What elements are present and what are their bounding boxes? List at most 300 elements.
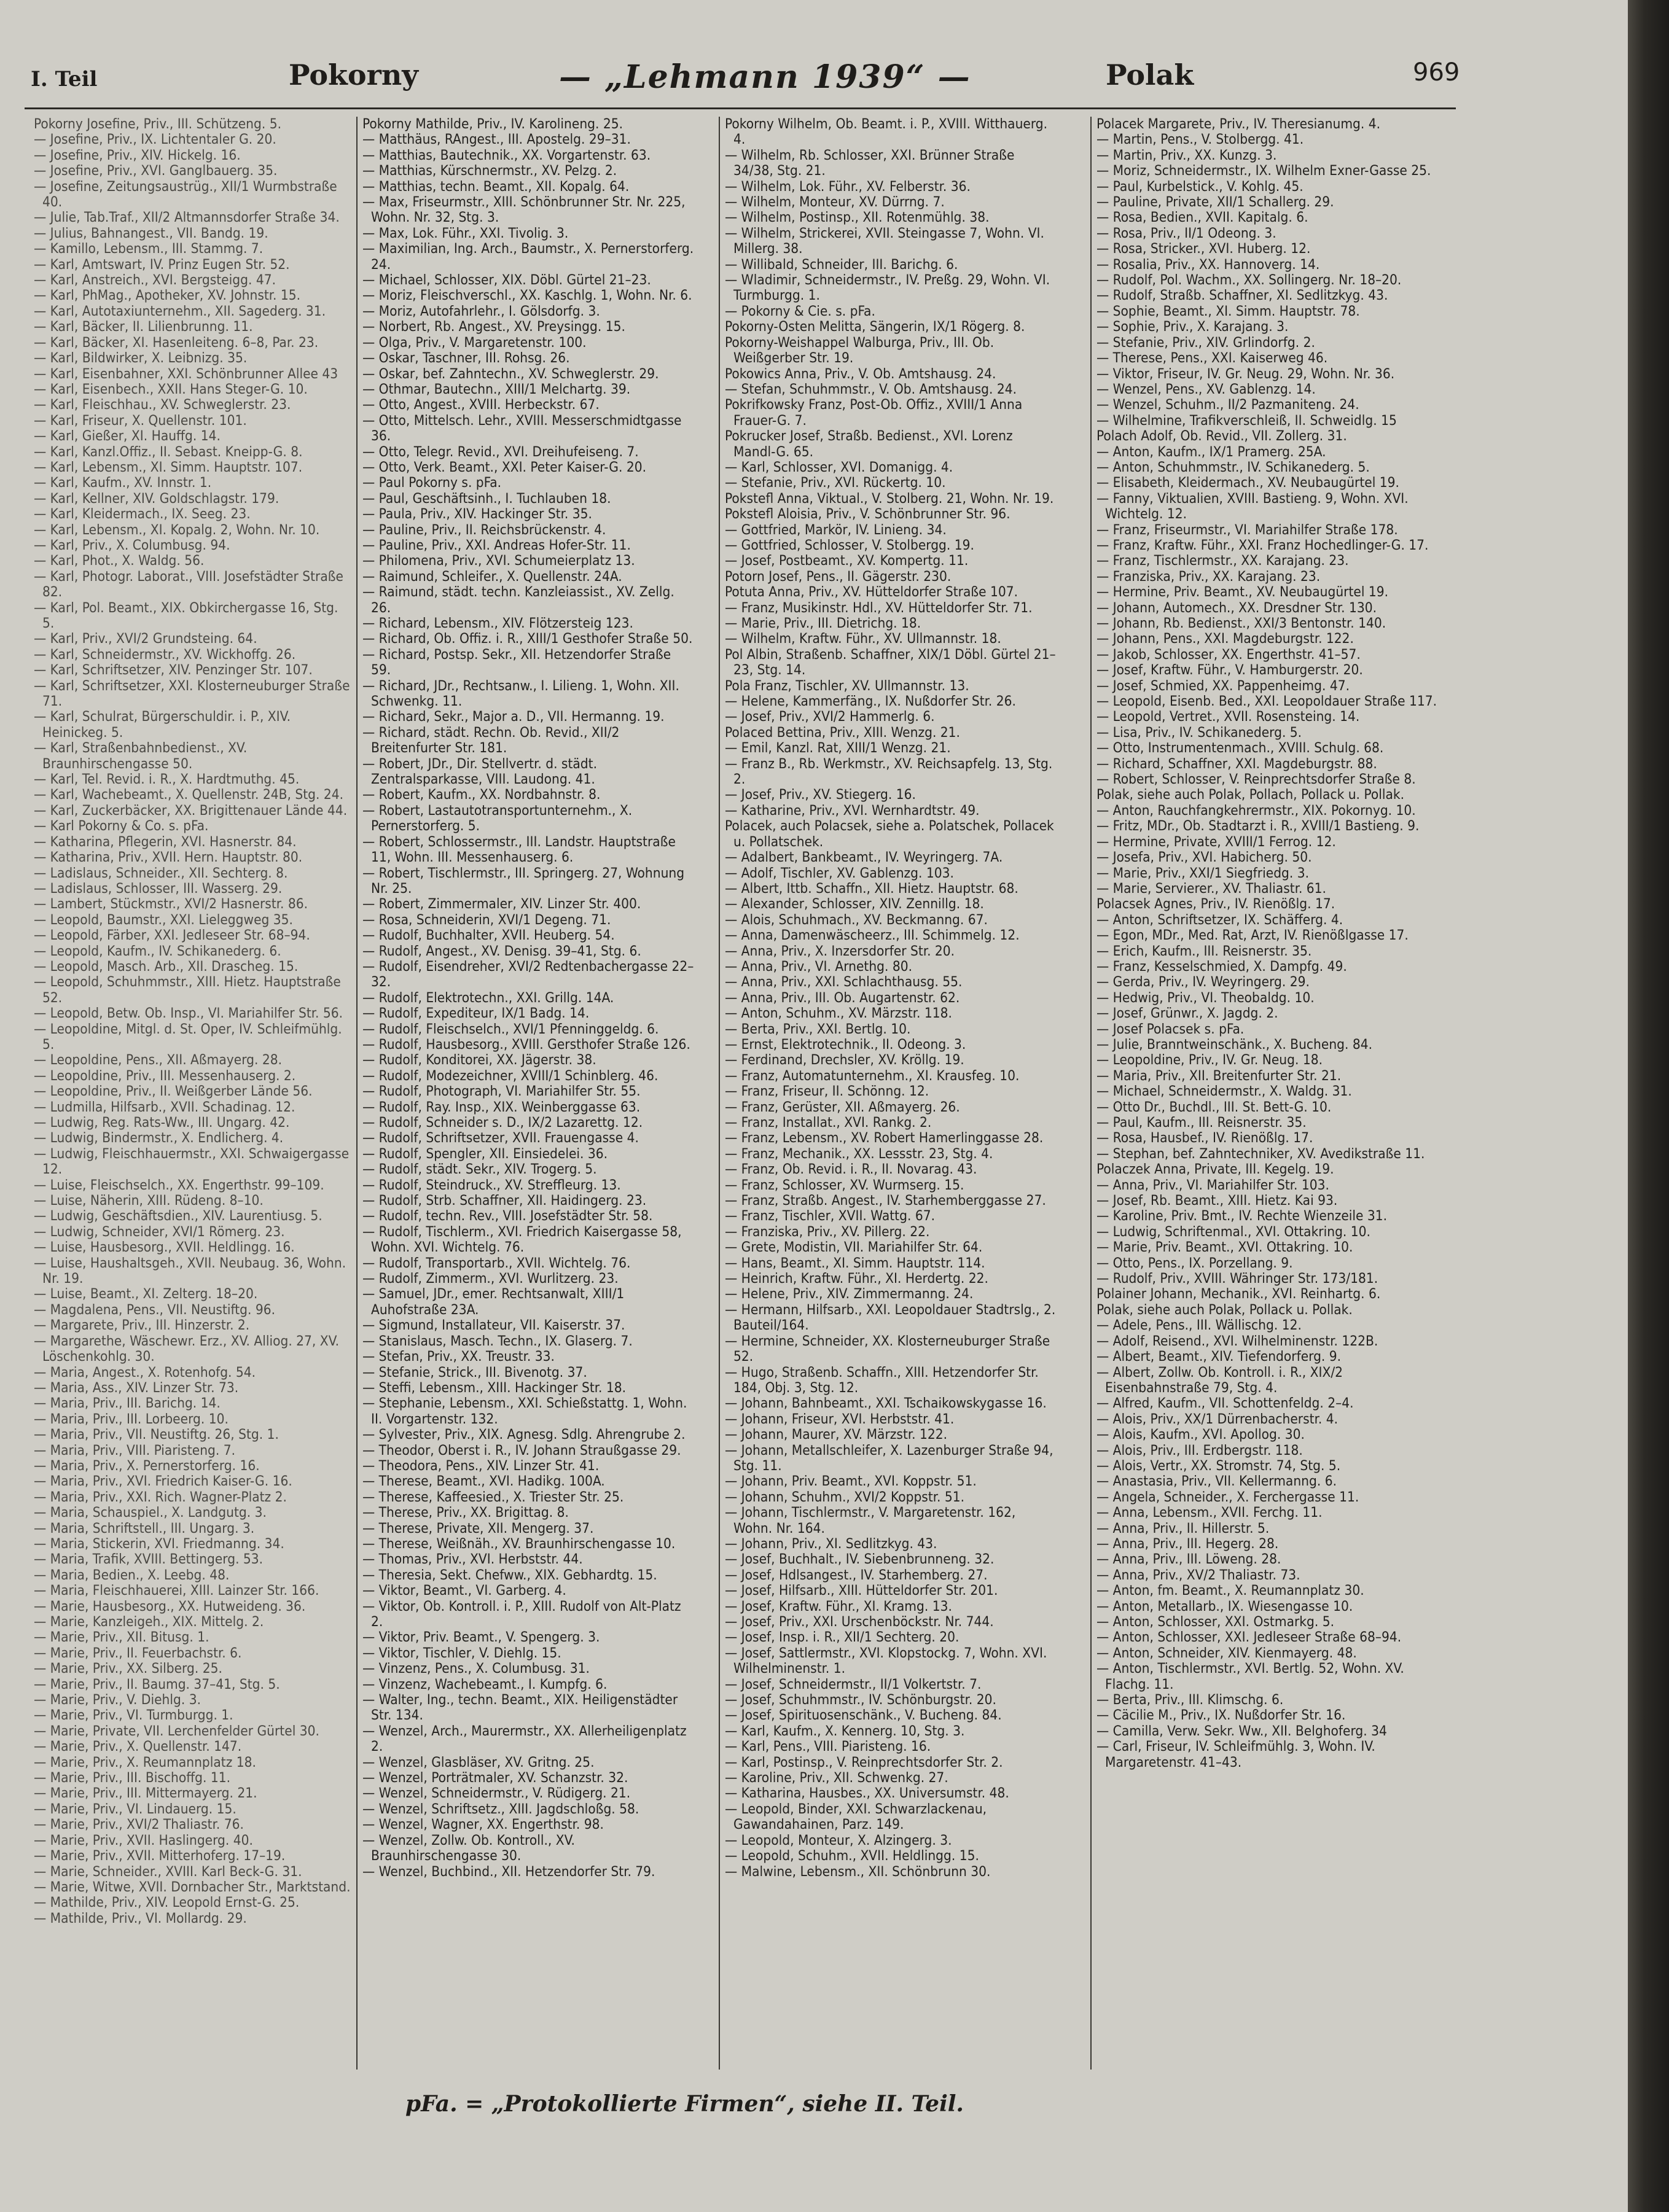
directory-entry: — Moriz, Schneidermstr., IX. Wilhelm Exner-Gasse 25. [1096,163,1431,179]
directory-entry: — Olga, Priv., V. Margaretenstr. 100. [362,334,587,351]
directory-entry: — Karl, Pol. Beamt., XIX. Obkirchergasse 16, Stg. 5. [34,599,338,631]
directory-entry: — Karl, Eisenbech., XXII. Hans Steger-G. 10. [34,381,308,397]
directory-entry: — Johann, Schuhm., XVI/2 Koppstr. 51. [725,1489,965,1505]
directory-entry: — Kamillo, Lebensm., III. Stammg. 7. [34,241,264,257]
directory-entry: — Stanislaus, Masch. Techn., IX. Glaserg. 7. [362,1333,633,1349]
directory-entry: — Othmar, Bautechn., XIII/1 Melchartg. 39. [362,381,631,397]
directory-entry: — Karl, Schriftsetzer, XXI. Klosterneuburger Straße 71. [34,677,350,710]
directory-entry: — Wilhelm, Lok. Führ., XV. Felberstr. 36. [725,178,971,195]
directory-entry: — Stefanie, Priv., XIV. Grlindorfg. 2. [1096,334,1315,351]
directory-entry: Pokrucker Josef, Straßb. Bedienst., XVI. Lorenz Mandl-G. 65. [725,428,1013,460]
directory-entry: — Maria, Schriftstell., III. Ungarg. 3. [34,1520,255,1536]
directory-entry: — Gerda, Priv., IV. Weyringerg. 29. [1096,974,1310,991]
directory-entry: — Johann, Priv. Beamt., XVI. Koppstr. 51. [725,1473,977,1490]
directory-entry: — Wilhelm, Kraftw. Führ., XV. Ullmannstr. 18. [725,631,1001,647]
directory-entry: — Katharina, Pflegerin, XVI. Hasnerstr. 84. [34,833,297,850]
directory-entry: — Karl, Bäcker, XI. Hasenleiteng. 6–8, Par. 23. [34,334,319,351]
directory-entry: — Oskar, Taschner, III. Rohsg. 26. [362,350,570,367]
directory-entry: — Franz, Installat., XVI. Rankg. 2. [725,1115,932,1131]
directory-entry: — Leopold, Vertret., XVII. Rosensteing. 14. [1096,709,1360,725]
directory-entry: — Josefine, Priv., IX. Lichtentaler G. 20. [34,131,276,148]
directory-entry: — Anna, Priv., III. Hegerg. 28. [1096,1535,1279,1552]
directory-entry: — Robert, Tischlermstr., III. Springerg. 27, Wohnung Nr. 25. [362,865,685,897]
directory-entry: — Rudolf, Fleischselch., XVI/1 Pfenninggeldg. 6. [362,1021,659,1037]
directory-entry: — Luise, Hausbesorg., XVII. Heldlingg. 16. [34,1239,295,1256]
directory-entry: — Leopoldine, Priv., III. Messenhauserg. 2. [34,1067,296,1084]
directory-entry: — Theodora, Pens., XIV. Linzer Str. 41. [362,1457,600,1474]
directory-entry: — Leopoldine, Priv., IV. Gr. Neug. 18. [1096,1052,1323,1069]
directory-entry: — Viktor, Priv. Beamt., V. Spengerg. 3. [362,1629,600,1646]
directory-entry: — Anna, Priv., II. Hillerstr. 5. [1096,1520,1270,1536]
directory-entry: — Otto, Verk. Beamt., XXI. Peter Kaiser-G. 20. [362,459,647,475]
directory-entry: — Richard, Lebensm., XIV. Flötzersteig 123. [362,615,633,631]
directory-entry: — Karl, Bäcker, II. Lilienbrunng. 11. [34,319,253,335]
directory-entry: Pokorny Wilhelm, Ob. Beamt. i. P., XVIII. Witthauerg. 4. [725,117,1048,148]
directory-entry: — Stephan, bef. Zahntechniker, XV. Avedikstraße 11. [1096,1145,1425,1162]
directory-entry: — Leopold, Binder, XXI. Schwarzlackenau, Gawandahainen, Parz. 149. [725,1801,987,1833]
directory-entry: — Leopoldine, Pens., XII. Aßmayerg. 28. [34,1052,283,1069]
directory-entry: — Hermine, Priv. Beamt., XV. Neubaugürtel 19. [1096,584,1389,601]
directory-entry: — Rudolf, Schneider s. D., IX/2 Lazarettg. 12. [362,1115,643,1131]
directory-entry: — Leopold, Baumstr., XXI. Lieleggweg 35. [34,911,293,928]
directory-entry: — Michael, Schneidermstr., X. Waldg. 31. [1096,1083,1352,1100]
directory-entry: — Marie, Priv. Beamt., XVI. Ottakring. 10. [1096,1239,1353,1256]
directory-entry: — Sophie, Beamt., XI. Simm. Hauptstr. 78. [1096,303,1360,319]
directory-entry: — Karl, Phot., X. Waldg. 56. [34,553,205,569]
directory-entry: — Marie, Priv., XVII. Haslingerg. 40. [34,1832,253,1848]
directory-entry: — Katharina, Hausbes., XX. Universumstr. 48. [725,1785,1009,1802]
directory-entry: — Thomas, Priv., XVI. Herbststr. 44. [362,1551,583,1568]
directory-entry: — Oskar, bef. Zahntechn., XV. Schweglerstr. 29. [362,365,659,382]
directory-entry: — Karl, Kleidermach., IX. Seeg. 23. [34,506,251,523]
directory-entry: — Johann, Automech., XX. Dresdner Str. 130. [1096,599,1377,616]
directory-entry: — Alois, Vertr., XX. Stromstr. 74, Stg. 5. [1096,1457,1341,1474]
directory-entry: — Maria, Angest., X. Rotenhofg. 54. [34,1364,256,1381]
directory-entry: — Karl, Eisenbahner, XXI. Schönbrunner Allee 43 [34,365,338,382]
directory-entry: — Leopold, Färber, XXI. Jedleseer Str. 68–94. [34,927,310,944]
directory-entry: — Josef, Spirituosenschänk., V. Bucheng. 84. [725,1707,1002,1724]
directory-entry: — Norbert, Rb. Angest., XV. Preysingg. 15. [362,319,625,335]
directory-entry: — Karl, Kellner, XIV. Goldschlagstr. 179. [34,490,279,507]
directory-entry: — Wenzel, Glasbläser, XV. Gritng. 25. [362,1754,595,1770]
directory-entry: — Karl, Priv., X. Columbusg. 94. [34,537,230,553]
directory-entry: — Philomena, Priv., XVI. Schumeierplatz 13. [362,553,635,569]
directory-entry: — Viktor, Tischler, V. Diehlg. 15. [362,1645,561,1661]
directory-entry: — Ludwig, Geschäftsdien., XIV. Laurentiusg. 5. [34,1208,322,1225]
directory-entry: — Robert, Schlossermstr., III. Landstr. Hauptstraße 11, Wohn. III. Messenhauserg. 6. [362,833,676,866]
directory-entry: — Johann, Friseur, XVI. Herbststr. 41. [725,1411,955,1427]
directory-entry: — Rosa, Stricker., XVI. Huberg. 12. [1096,241,1311,257]
directory-entry: — Hermine, Schneider, XX. Klosterneuburger Straße 52. [725,1333,1050,1365]
directory-entry: — Emil, Kanzl. Rat, XIII/1 Wenzg. 21. [725,740,951,757]
directory-entry: — Franz, Tischlermstr., XX. Karajang. 23. [1096,553,1349,569]
directory-entry: — Anton, Tischlermstr., XVI. Bertlg. 52, Wohn. XV. Flachg. 11. [1096,1661,1404,1692]
column-2 [362,117,694,2082]
directory-entry: — Karl, Anstreich., XVI. Bergsteigg. 47. [34,272,276,289]
directory-entry: — Erich, Kaufm., III. Reisnerstr. 35. [1096,943,1312,959]
directory-entry: — Otto, Angest., XVIII. Herbeckstr. 67. [362,397,600,413]
directory-entry: — Franz, Friseur, II. Schönng. 12. [725,1083,929,1100]
directory-entry: — Franziska, Priv., XX. Karajang. 23. [1096,568,1321,585]
directory-entry: — Ferdinand, Drechsler, XV. Kröllg. 19. [725,1052,964,1069]
directory-entry: — Leopold, Schuhm., XVII. Heldlingg. 15. [725,1848,979,1864]
directory-entry: — Franz, Mechanik., XX. Lessstr. 23, Stg. 4. [725,1145,993,1162]
directory-entry: — Karl, Lebensm., XI. Simm. Hauptstr. 107. [34,459,303,475]
directory-entry: — Josef, Hdlsangest., IV. Starhemberg. 27. [725,1567,988,1583]
directory-entry: — Karl, Schriftsetzer, XIV. Penzinger Str. 107. [34,662,313,679]
directory-entry: — Josef, Buchhalt., IV. Siebenbrunneng. 32. [725,1551,995,1568]
directory-entry: — Pauline, Priv., XXI. Andreas Hofer-Str. 11. [362,537,631,553]
directory-entry: — Rosa, Schneiderin, XVI/1 Degeng. 71. [362,911,611,928]
directory-entry: — Rudolf, Strb. Schaffner, XII. Haidingerg. 23. [362,1193,647,1209]
last-entry-name: Polak [1106,58,1194,92]
directory-entry: — Cäcilie M., Priv., IX. Nußdorfer Str. 16. [1096,1707,1346,1724]
directory-entry: — Marie, Priv., III. Bischoffg. 11. [34,1770,231,1786]
directory-entry: — Maria, Priv., VIII. Piaristeng. 7. [34,1442,236,1458]
directory-entry: — Anton, Schlosser, XXI. Jedleseer Straße 68–94. [1096,1629,1402,1646]
directory-entry: — Robert, Kaufm., XX. Nordbahnstr. 8. [362,787,601,803]
directory-entry: — Ladislaus, Schlosser, III. Wasserg. 29. [34,880,283,897]
directory-entry: — Maria, Schauspiel., X. Landgutg. 3. [34,1505,267,1521]
directory-entry: — Mathilde, Priv., VI. Mollardg. 29. [34,1910,247,1926]
directory-entry: — Willibald, Schneider, III. Barichg. 6. [725,256,958,273]
directory-entry: — Therese, Priv., XX. Brigittag. 8. [362,1505,569,1521]
directory-entry: — Marie, Priv., II. Baumg. 37–41, Stg. 5. [34,1676,280,1692]
directory-entry: — Moriz, Autofahrlehr., I. Gölsdorfg. 3. [362,303,600,319]
directory-entry: — Berta, Priv., XXI. Bertlg. 10. [725,1021,911,1037]
directory-entry: — Johann, Pens., XXI. Magdeburgstr. 122. [1096,631,1354,647]
directory-entry: — Anna, Priv., VI. Arnethg. 80. [725,958,913,975]
directory-entry: — Anton, Schlosser, XXI. Ostmarkg. 5. [1096,1614,1335,1630]
directory-entry: — Therese, Weißnäh., XV. Braunhirschengasse 10. [362,1535,676,1552]
directory-entry: — Anton, Schuhmmstr., IV. Schikanederg. 5. [1096,459,1370,475]
directory-entry: — Franz, Ob. Revid. i. R., II. Novarag. 43. [725,1161,977,1178]
directory-entry: — Vinzenz, Pens., X. Columbusg. 31. [362,1661,590,1677]
directory-entry: — Wilhelm, Strickerei, XVII. Steingasse 7, Wohn. VI. Millerg. 38. [725,225,1044,257]
directory-entry: — Maria, Bedien., X. Leebg. 48. [34,1567,230,1583]
directory-entry: — Hermine, Private, XVIII/1 Ferrog. 12. [1096,833,1336,850]
directory-entry: — Otto, Telegr. Revid., XVI. Dreihufeiseng. 7. [362,443,639,460]
directory-entry: — Alois, Priv., XX/1 Dürrenbacherstr. 4. [1096,1411,1339,1427]
directory-entry: — Albert, Beamt., XIV. Tiefendorferg. 9. [1096,1349,1342,1365]
directory-entry: — Luise, Haushaltsgeh., XVII. Neubaug. 36, Wohn. Nr. 19. [34,1255,346,1287]
page-number: 969 [1413,58,1460,87]
directory-entry: — Josef, Schmied, XX. Pappenheimg. 47. [1096,677,1350,694]
directory-entry: — Josef, Priv., XV. Stiegerg. 16. [725,787,916,803]
directory-entry: — Carl, Friseur, IV. Schleifmühlg. 3, Wohn. IV. Margaretenstr. 41–43. [1096,1739,1375,1770]
directory-entry: — Paul, Geschäftsinh., I. Tuchlauben 18. [362,490,611,507]
directory-entry: — Karl, Kaufm., XV. Innstr. 1. [34,475,212,491]
directory-entry: — Richard, Ob. Offiz. i. R., XIII/1 Gesthofer Straße 50. [362,631,693,647]
directory-entry: — Rudolf, Expediteur, IX/1 Badg. 14. [362,1005,590,1022]
directory-entry: — Maria, Priv., X. Pernerstorferg. 16. [34,1457,260,1474]
directory-entry: — Ladislaus, Schneider., XII. Sechterg. 8. [34,865,288,881]
directory-entry: — Leopold, Betw. Ob. Insp., VI. Mariahilfer Str. 56. [34,1005,343,1022]
directory-entry: — Viktor, Ob. Kontroll. i. P., XIII. Rudolf von Alt-Platz 2. [362,1598,681,1630]
directory-entry: — Franz, Straßb. Angest., IV. Starhemberggasse 27. [725,1193,1046,1209]
directory-entry: — Franz, Friseurmstr., VI. Mariahilfer Straße 178. [1096,521,1398,538]
directory-entry: — Lambert, Stückmstr., XVI/2 Hasnerstr. 86. [34,896,308,913]
directory-entry: — Karl, Schneidermstr., XV. Wickhoffg. 26. [34,646,296,663]
directory-entry: — Wenzel, Pens., XV. Gablenzg. 14. [1096,381,1316,397]
directory-entry: — Ernst, Elektrotechnik., II. Odeong. 3. [725,1036,966,1053]
directory-entry: — Margarete, Priv., III. Hinzerstr. 2. [34,1317,250,1334]
directory-entry: — Maria, Priv., VII. Neustiftg. 26, Stg. 1. [34,1427,279,1443]
directory-entry: — Alois, Kaufm., XVI. Apollog. 30. [1096,1427,1305,1443]
directory-entry: — Karl, Friseur, X. Quellenstr. 101. [34,412,247,429]
directory-entry: — Marie, Witwe, XVII. Dornbacher Str., Marktstand. [34,1879,351,1895]
directory-entry: — Josef Polacsek s. pFa. [1096,1021,1245,1037]
directory-entry: — Karl, Wachebeamt., X. Quellenstr. 24B, Stg. 24. [34,787,344,803]
directory-entry: — Stephanie, Lebensm., XXI. Schießstattg. 1, Wohn. II. Vorgartenstr. 132. [362,1395,687,1427]
directory-entry: — Karl, Zuckerbäcker, XX. Brigittenauer Lände 44. [34,802,348,819]
directory-entry: — Josef, Insp. i. R., XII/1 Sechterg. 20. [725,1629,960,1646]
directory-entry: — Karl, Schulrat, Bürgerschuldir. i. P., XIV. Heinickeg. 5. [34,709,291,741]
directory-entry: — Marie, Priv., V. Diehlg. 3. [34,1692,201,1708]
book-spine [1628,0,1669,2212]
directory-entry: — Josef, Hilfsarb., XIII. Hütteldorfer Str. 201. [725,1583,998,1599]
directory-title: — „Lehmann 1939“ — [559,58,971,96]
directory-entry: — Martin, Pens., V. Stolbergg. 41. [1096,131,1304,148]
directory-entry: — Adolf, Tischler, XV. Gablenzg. 103. [725,865,954,881]
directory-entry: — Maria, Priv., XVI. Friedrich Kaiser-G. 16. [34,1473,292,1490]
directory-entry: — Franziska, Priv., XV. Pillerg. 22. [725,1223,930,1240]
directory-entry: — Marie, Priv., XVI/2 Thaliastr. 76. [34,1817,244,1833]
directory-entry: — Gottfried, Schlosser, V. Stolbergg. 19. [725,537,974,553]
directory-entry: — Maria, Priv., XII. Breitenfurter Str. 21. [1096,1067,1342,1084]
directory-entry: — Wilhelm, Rb. Schlosser, XXI. Brünner Straße 34/38, Stg. 21. [725,147,1015,179]
directory-entry: — Rudolf, Transportarb., XVII. Wichtelg. 76. [362,1255,631,1271]
column-divider [1090,117,1092,2070]
directory-entry: — Josef, Sattlermstr., XVI. Klopstockg. 7, Wohn. XVI. Wilhelminenstr. 1. [725,1645,1047,1677]
directory-entry: — Wenzel, Schuhm., II/2 Pazmaniteng. 24. [1096,397,1359,413]
directory-entry: — Anna, Priv., XXI. Schlachthausg. 55. [725,974,963,991]
directory-entry: — Rudolf, Zimmerm., XVI. Wurlitzerg. 23. [362,1271,619,1287]
directory-entry: — Viktor, Beamt., VI. Garberg. 4. [362,1583,566,1599]
directory-entry: — Sylvester, Priv., XIX. Agnesg. Sdlg. Ahrengrube 2. [362,1427,686,1443]
directory-entry: — Maria, Trafik, XVIII. Bettingerg. 53. [34,1551,264,1568]
directory-entry: — Josef, Priv., XXI. Urschenböckstr. Nr. 744. [725,1614,994,1630]
directory-entry: — Julie, Tab.Traf., XII/2 Altmannsdorfer Straße 34. [34,209,340,226]
directory-entry: — Maria, Priv., XXI. Rich. Wagner-Platz 2. [34,1489,287,1505]
directory-entry: — Magdalena, Pens., VII. Neustiftg. 96. [34,1301,276,1318]
directory-entry: — Marie, Priv., X. Reumannplatz 18. [34,1754,256,1770]
directory-entry: — Rudolf, Eisendreher, XVI/2 Redtenbachergasse 22–32. [362,958,694,991]
directory-entry: — Johann, Bahnbeamt., XXI. Tschaikowskygasse 16. [725,1395,1047,1412]
directory-entry: — Sigmund, Installateur, VII. Kaiserstr. 37. [362,1317,625,1334]
directory-entry: — Karl, Tel. Revid. i. R., X. Hardtmuthg. 45. [34,771,300,788]
directory-entry: Polak, siehe auch Polak, Pollack u. Pollak. [1096,1301,1353,1318]
directory-entry: — Otto Dr., Buchdl., III. St. Bett-G. 10. [1096,1099,1332,1115]
directory-entry: — Egon, MDr., Med. Rat, Arzt, IV. Rienößlgasse 17. [1096,927,1409,944]
directory-entry: — Helene, Kammerfäng., IX. Nußdorfer Str. 26. [725,693,1016,710]
directory-entry: — Wladimir, Schneidermstr., IV. Preßg. 29, Wohn. VI. Turmburgg. 1. [725,272,1050,304]
directory-entry: — Maria, Fleischhauerei, XIII. Lainzer Str. 166. [34,1583,319,1599]
directory-entry: — Marie, Hausbesorg., XX. Hutweideng. 36. [34,1598,306,1614]
directory-entry: Pokstefl Anna, Viktual., V. Stolberg. 21, Wohn. Nr. 19. [725,490,1054,507]
header-rule [25,107,1456,109]
directory-entry: Pokowics Anna, Priv., V. Ob. Amtshausg. 24. [725,365,996,382]
directory-entry: Pol Albin, Straßenb. Schaffner, XIX/1 Döbl. Gürtel 21–23, Stg. 14. [725,646,1056,679]
directory-entry: — Paul, Kaufm., III. Reisnerstr. 35. [1096,1115,1307,1131]
directory-entry: — Matthias, Kürschnermstr., XV. Pelzg. 2. [362,163,617,179]
directory-entry: — Paula, Priv., XIV. Hackinger Str. 35. [362,506,592,523]
directory-entry: — Theresia, Sekt. Chefww., XIX. Gebhardtg. 15. [362,1567,657,1583]
directory-entry: — Anna, Priv., VI. Mariahilfer Str. 103. [1096,1177,1329,1193]
directory-entry: — Karl, Lebensm., XI. Kopalg. 2, Wohn. Nr. 10. [34,521,320,538]
directory-entry: — Stefan, Priv., XX. Treustr. 33. [362,1349,555,1365]
column-1 [34,117,353,2082]
directory-entry: — Pokorny & Cie. s. pFa. [725,303,875,319]
directory-entry: — Karoline, Priv. Bmt., IV. Rechte Wienzeile 31. [1096,1208,1388,1225]
directory-entry: Polacek Margarete, Priv., IV. Theresianumg. 4. [1096,117,1381,132]
directory-entry: Polaczek Anna, Private, III. Kegelg. 19. [1096,1161,1334,1178]
directory-entry: — Julius, Bahnangest., VII. Bandg. 19. [34,225,268,241]
directory-entry: — Julie, Branntweinschänk., X. Bucheng. 84. [1096,1036,1373,1053]
directory-entry: — Franz, Lebensm., XV. Robert Hamerlinggasse 28. [725,1130,1044,1147]
column-4 [1096,117,1440,2082]
directory-entry: — Franz, Kesselschmied, X. Dampfg. 49. [1096,958,1347,975]
directory-entry: — Ludmilla, Hilfsarb., XVII. Schadinag. 12. [34,1099,295,1115]
directory-entry: — Rudolf, Ray. Insp., XIX. Weinberggasse 63. [362,1099,641,1115]
directory-entry: — Fanny, Viktualien, XVIII. Bastieng. 9, Wohn. XVI. Wichtelg. 12. [1096,490,1409,523]
directory-entry: — Vinzenz, Wachebeamt., I. Kumpfg. 6. [362,1676,608,1692]
directory-entry: Polacek, auch Polacsek, siehe a. Polatschek, Pollacek u. Pollatschek. [725,818,1054,850]
directory-entry: — Karl, Gießer, XI. Hauffg. 14. [34,428,221,445]
directory-entry: — Marie, Priv., XXI/1 Siegfriedg. 3. [1096,865,1310,881]
column-3 [725,117,1057,2082]
directory-entry: — Richard, JDr., Rechtsanw., I. Lilieng. 1, Wohn. XII. Schwenkg. 11. [362,677,679,710]
directory-entry: — Karl, Pens., VIII. Piaristeng. 16. [725,1739,931,1755]
directory-entry: — Rudolf, Straßb. Schaffner, XI. Sedlitzkyg. 43. [1096,287,1388,304]
directory-entry: — Helene, Priv., XIV. Zimmermanng. 24. [725,1286,974,1303]
directory-entry: — Marie, Schneider., XVIII. Karl Beck-G. 31. [34,1863,302,1880]
directory-entry: — Ludwig, Schneider, XVI/1 Römerg. 23. [34,1223,285,1240]
directory-entry: — Richard, städt. Rechn. Ob. Revid., XII/2 Breitenfurter Str. 181. [362,724,620,757]
directory-entry: — Anton, Metallarb., IX. Wiesengasse 10. [1096,1598,1353,1614]
directory-entry: — Sophie, Priv., X. Karajang. 3. [1096,319,1289,335]
directory-entry: — Rosa, Bedien., XVII. Kapitalg. 6. [1096,209,1308,226]
directory-entry: — Richard, Schaffner, XXI. Magdeburgstr. 88. [1096,755,1377,772]
directory-entry: — Karl, PhMag., Apotheker, XV. Johnstr. 15. [34,287,301,304]
directory-entry: — Stefanie, Strick., III. Bivenotg. 37. [362,1364,587,1381]
directory-entry: — Anastasia, Priv., VII. Kellermanng. 6. [1096,1473,1337,1490]
directory-entry: Pokorny-Weishappel Walburga, Priv., III. Ob. Weißgerber Str. 19. [725,334,995,367]
directory-entry: — Rudolf, Spengler, XII. Einsiedelei. 36. [362,1145,608,1162]
directory-entry: — Gottfried, Markör, IV. Linieng. 34. [725,521,947,538]
directory-entry: Pokstefl Aloisia, Priv., V. Schönbrunner Str. 96. [725,506,1010,523]
directory-entry: — Anna, Damenwäscheerz., III. Schimmelg. 12. [725,927,1020,944]
directory-entry: — Rosa, Hausbef., IV. Rienößlg. 17. [1096,1130,1313,1147]
directory-entry: — Leopoldine, Priv., II. Weißgerber Lände 56. [34,1083,313,1100]
column-divider [356,117,358,2070]
directory-entry: — Wenzel, Arch., Maurermstr., XX. Allerheiligenplatz 2. [362,1723,687,1755]
directory-entry: Pokorny-Osten Melitta, Sängerin, IX/1 Rögerg. 8. [725,319,1025,335]
directory-entry: — Therese, Kaffeesied., X. Triester Str. 25. [362,1489,624,1505]
directory-entry: — Rudolf, Steindruck., XV. Streffleurg. 13. [362,1177,621,1193]
directory-entry: — Leopold, Monteur, X. Alzingerg. 3. [725,1832,952,1848]
directory-entry: — Rudolf, Schriftsetzer, XVII. Frauengasse 4. [362,1130,639,1147]
directory-entry: — Wenzel, Porträtmaler, XV. Schanzstr. 32. [362,1770,628,1786]
directory-entry: — Malwine, Lebensm., XII. Schönbrunn 30. [725,1863,991,1880]
directory-entry: — Katharina, Priv., XVII. Hern. Hauptstr. 80. [34,849,303,866]
directory-entry: — Josef, Kraftw. Führ., V. Hamburgerstr. 20. [1096,662,1363,679]
directory-entry: — Robert, JDr., Dir. Stellvertr. d. städt. Zentralsparkasse, VIII. Laudong. 41. [362,755,598,788]
directory-entry: — Adele, Pens., III. Wällischg. 12. [1096,1317,1302,1334]
directory-entry: — Josef, Priv., XVI/2 Hammerlg. 6. [725,709,935,725]
directory-entry: — Richard, Sekr., Major a. D., VII. Hermanng. 19. [362,709,665,725]
directory-entry: — Josef, Rb. Beamt., XIII. Hietz. Kai 93. [1096,1193,1338,1209]
directory-entry: — Martin, Priv., XX. Kunzg. 3. [1096,147,1277,163]
directory-entry: — Rudolf, Pol. Wachm., XX. Sollingerg. Nr. 18–20. [1096,272,1402,289]
directory-entry: — Anton, Schriftsetzer, IX. Schäfferg. 4. [1096,911,1343,928]
directory-entry: Pokorny Josefine, Priv., III. Schützeng. 5. [34,117,282,132]
directory-entry: Pokrifkowsky Franz, Post-Ob. Offiz., XVIII/1 Anna Frauer-G. 7. [725,397,1023,429]
directory-entry: — Grete, Modistin, VII. Mariahilfer Str. 64. [725,1239,983,1256]
directory-entry: — Luise, Näherin, XIII. Rüdeng. 8–10. [34,1193,264,1209]
directory-entry: — Rosa, Priv., II/1 Odeong. 3. [1096,225,1276,241]
directory-entry: — Rudolf, Elektrotechn., XXI. Grillg. 14A. [362,989,614,1006]
directory-entry: — Adalbert, Bankbeamt., IV. Weyringerg. 7A. [725,849,1003,866]
directory-entry: — Marie, Priv., XVII. Mitterhoferg. 17–19. [34,1848,286,1864]
directory-entry: — Adolf, Reisend., XVI. Wilhelminenstr. 122B. [1096,1333,1378,1349]
directory-entry: — Leopold, Masch. Arb., XII. Drascheg. 15. [34,958,299,975]
directory-entry: — Alois, Schuhmach., XV. Beckmanng. 67. [725,911,988,928]
directory-entry: — Rudolf, Tischlerm., XVI. Friedrich Kaisergasse 58, Wohn. XVI. Wichtelg. 76. [362,1223,682,1256]
directory-entry: — Franz B., Rb. Werkmstr., XV. Reichsapfelg. 13, Stg. 2. [725,755,1053,788]
directory-entry: — Marie, Priv., II. Feuerbachstr. 6. [34,1645,242,1661]
directory-entry: — Josefa, Priv., XVI. Habicherg. 50. [1096,849,1312,866]
directory-entry: — Alexander, Schlosser, XIV. Zennillg. 18. [725,896,984,913]
directory-entry: — Anna, Priv., III. Löweng. 28. [1096,1551,1281,1568]
directory-entry: — Berta, Priv., III. Klimschg. 6. [1096,1692,1284,1708]
directory-entry: — Otto, Mittelsch. Lehr., XVIII. Messerschmidtgasse 36. [362,412,682,445]
directory-entry: — Maximilian, Ing. Arch., Baumstr., X. Pernerstorferg. 24. [362,241,694,273]
directory-entry: — Max, Friseurmstr., XIII. Schönbrunner Str. Nr. 225, Wohn. Nr. 32, Stg. 3. [362,194,686,226]
directory-entry: — Franz, Tischler, XVII. Wattg. 67. [725,1208,935,1225]
directory-entry: — Johann, Priv., XI. Sedlitzkyg. 43. [725,1535,937,1552]
directory-entry: — Rudolf, Konditorei, XX. Jägerstr. 38. [362,1052,596,1069]
directory-entry: — Stefan, Schuhmmstr., V. Ob. Amtshausg. 24. [725,381,1017,397]
directory-entry: — Rudolf, Hausbesorg., XVIII. Gersthofer Straße 126. [362,1036,690,1053]
directory-entry: — Wilhelm, Monteur, XV. Dürrng. 7. [725,194,945,211]
directory-entry: — Paul, Kurbelstick., V. Kohlg. 45. [1096,178,1304,195]
directory-entry: — Hans, Beamt., XI. Simm. Hauptstr. 114. [725,1255,985,1271]
directory-entry: — Theodor, Oberst i. R., IV. Johann Straußgasse 29. [362,1442,681,1458]
directory-entry: — Wenzel, Schneidermstr., V. Rüdigerg. 21. [362,1785,631,1802]
directory-entry: — Johann, Rb. Bedienst., XXI/3 Bentonstr. 140. [1096,615,1386,631]
directory-entry: — Maria, Priv., III. Barichg. 14. [34,1395,221,1412]
directory-entry: — Wenzel, Buchbind., XII. Hetzendorfer Str. 79. [362,1863,655,1880]
directory-entry: — Anton, Schuhm., XV. Märzstr. 118. [725,1005,952,1022]
directory-entry: — Marie, Private, VII. Lerchenfelder Gürtel 30. [34,1723,319,1739]
directory-entry: — Karl, Autotaxiunternehm., XII. Sagederg. 31. [34,303,326,319]
directory-entry: — Raimund, Schleifer., X. Quellenstr. 24A. [362,568,622,585]
directory-entry: — Leopold, Eisenb. Bed., XXI. Leopoldauer Straße 117. [1096,693,1437,710]
directory-entry: — Ludwig, Fleischhauermstr., XXI. Schwaigergasse 12. [34,1145,350,1178]
directory-entry: Polainer Johann, Mechanik., XVI. Reinhartg. 6. [1096,1286,1381,1303]
directory-entry: — Franz, Kraftw. Führ., XXI. Franz Hochedlinger-G. 17. [1096,537,1429,553]
directory-entry: — Paul Pokorny s. pFa. [362,475,502,491]
directory-entry: Potuta Anna, Priv., XV. Hütteldorfer Straße 107. [725,584,1018,601]
page-header [25,58,1460,101]
directory-entry: — Maria, Stickerin, XVI. Friedmanng. 34. [34,1535,284,1552]
directory-entry: — Pauline, Priv., II. Reichsbrückenstr. 4. [362,521,606,538]
directory-entry: — Jakob, Schlosser, XX. Engerthstr. 41–57. [1096,646,1361,663]
directory-entry: — Josef, Grünwr., X. Jagdg. 2. [1096,1005,1278,1022]
directory-entry: — Franz, Automatunternehm., XI. Krausfeg. 10. [725,1067,1020,1084]
directory-entry: — Rudolf, Priv., XVIII. Währinger Str. 173/181. [1096,1271,1378,1287]
